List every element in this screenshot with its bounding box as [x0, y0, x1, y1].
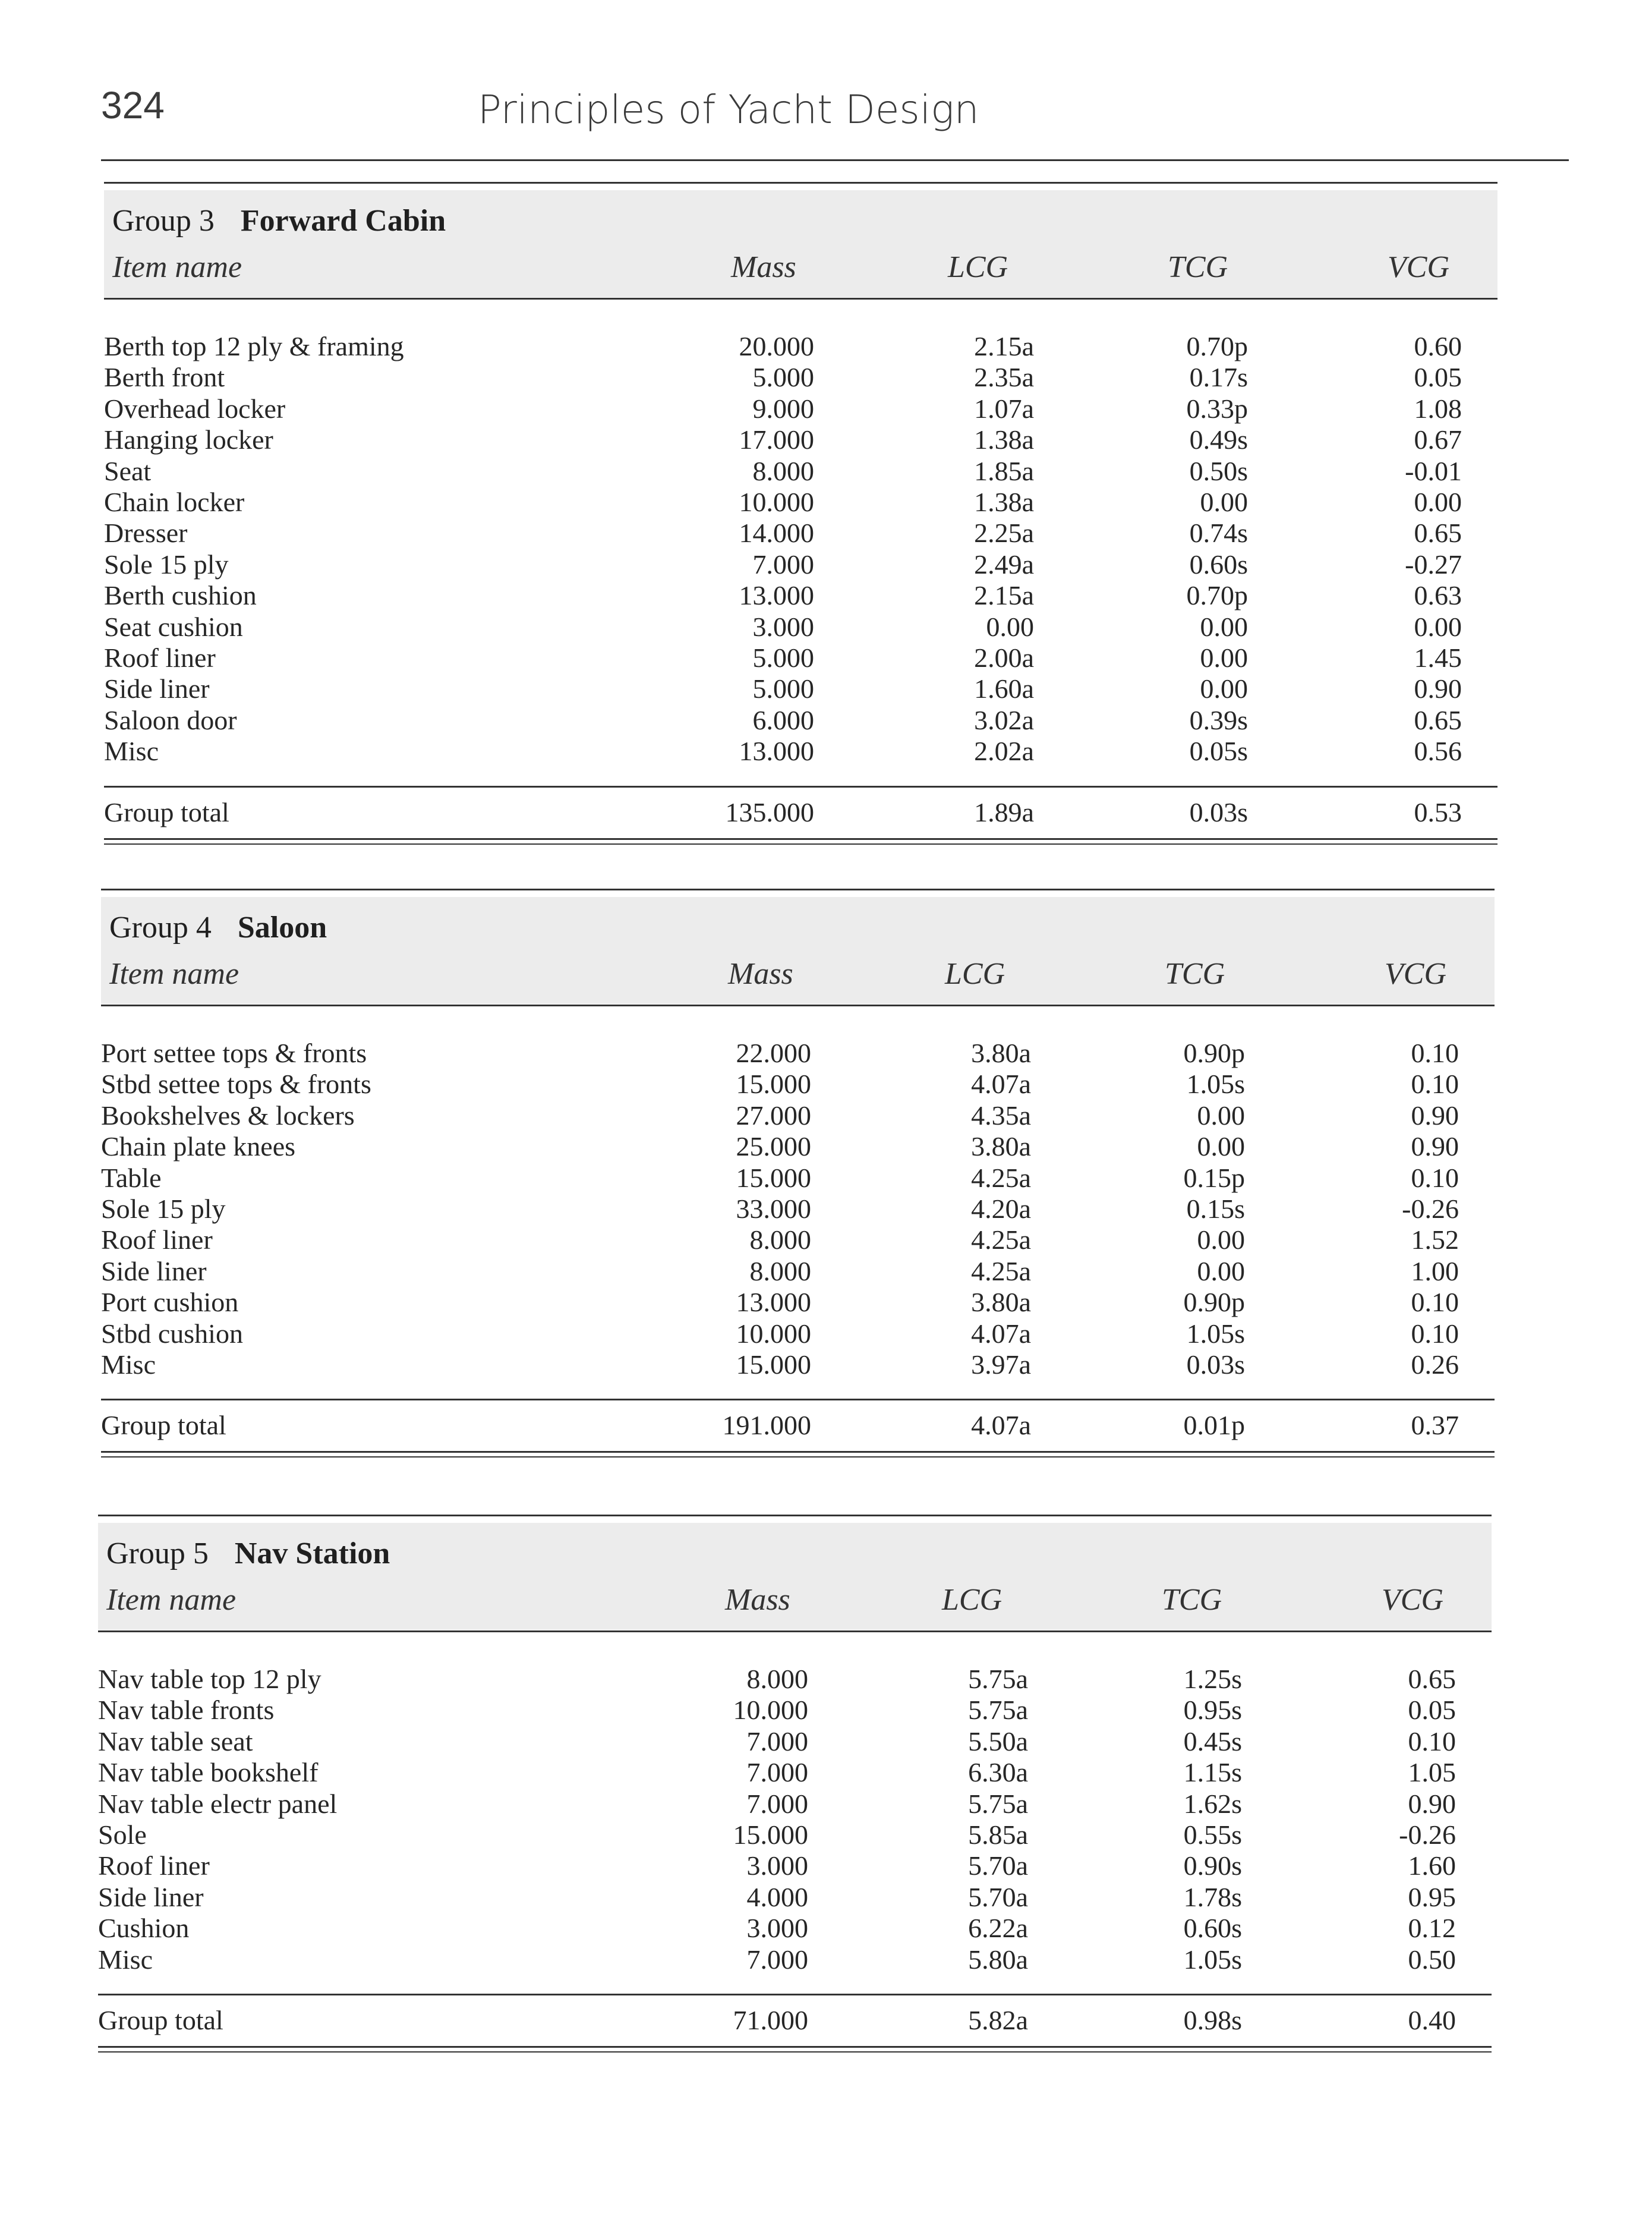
item-mass: 27.000	[736, 1100, 811, 1131]
total-vcg: 0.53	[1414, 797, 1462, 827]
item-tcg: 0.90p	[1183, 1038, 1245, 1068]
item-lcg: 0.00	[986, 611, 1034, 642]
item-name: Chain locker	[104, 487, 245, 517]
item-tcg: 0.00	[1200, 611, 1248, 642]
table-row	[101, 1286, 1495, 1317]
item-name: Stbd settee tops & fronts	[101, 1069, 371, 1100]
group-total-row	[98, 2004, 1492, 2035]
total-rule	[98, 1994, 1492, 1995]
item-mass: 8.000	[749, 1255, 811, 1286]
item-vcg: 0.63	[1414, 580, 1462, 611]
item-name: Side liner	[98, 1881, 204, 1912]
item-mass: 13.000	[736, 1287, 811, 1318]
item-mass: 3.000	[752, 611, 814, 642]
total-mass: 71.000	[733, 2005, 808, 2035]
item-mass: 13.000	[739, 580, 814, 611]
item-vcg: 0.00	[1414, 611, 1462, 642]
column-header-mass: Mass	[725, 1583, 790, 1617]
item-name: Side liner	[104, 673, 210, 704]
column-header-mass: Mass	[728, 957, 793, 991]
table-row	[98, 1788, 1492, 1819]
group-top-rule	[101, 889, 1495, 890]
item-name: Chain plate knees	[101, 1131, 296, 1162]
group-name: Nav Station	[234, 1537, 390, 1570]
item-lcg: 4.25a	[971, 1255, 1031, 1286]
item-mass: 22.000	[736, 1038, 811, 1068]
item-name: Roof liner	[101, 1224, 213, 1255]
item-vcg: 1.45	[1414, 643, 1462, 673]
table-row	[98, 1756, 1492, 1787]
table-row	[104, 580, 1497, 610]
total-lcg: 1.89a	[974, 797, 1034, 827]
group-top-rule	[104, 182, 1497, 184]
item-mass: 15.000	[736, 1069, 811, 1100]
total-lcg: 4.07a	[971, 1410, 1031, 1441]
header-rule	[98, 1630, 1492, 1632]
group-table-4	[101, 889, 1495, 1475]
item-vcg: 1.00	[1411, 1255, 1459, 1286]
table-row	[98, 1881, 1492, 1912]
table-row	[104, 642, 1497, 673]
header-rule	[101, 159, 1569, 161]
table-row	[101, 1162, 1495, 1193]
item-name: Roof liner	[98, 1850, 210, 1881]
table-row	[104, 673, 1497, 704]
group-number: Group 5	[106, 1537, 209, 1570]
column-header-tcg: TCG	[1168, 250, 1228, 284]
item-tcg: 0.00	[1200, 487, 1248, 517]
item-name: Nav table seat	[98, 1726, 253, 1756]
table-row	[98, 1819, 1492, 1850]
item-lcg: 3.80a	[971, 1131, 1031, 1162]
item-tcg: 0.15s	[1186, 1194, 1245, 1224]
item-lcg: 5.80a	[968, 1944, 1028, 1975]
item-lcg: 5.75a	[968, 1664, 1028, 1694]
item-lcg: 1.38a	[974, 487, 1034, 517]
item-tcg: 0.05s	[1189, 736, 1248, 767]
item-vcg: 0.67	[1414, 424, 1462, 455]
group-table-3	[104, 182, 1497, 862]
item-lcg: 1.38a	[974, 424, 1034, 455]
item-name: Nav table electr panel	[98, 1788, 338, 1819]
item-lcg: 5.85a	[968, 1820, 1028, 1850]
item-tcg: 0.49s	[1189, 424, 1248, 455]
table-row	[101, 1131, 1495, 1161]
total-tcg: 0.03s	[1189, 797, 1248, 827]
item-tcg: 0.70p	[1186, 580, 1248, 611]
item-tcg: 0.70p	[1186, 331, 1248, 361]
item-name: Dresser	[104, 518, 188, 549]
total-rule	[101, 1399, 1495, 1400]
item-lcg: 5.75a	[968, 1788, 1028, 1819]
table-row	[101, 1100, 1495, 1131]
total-rule	[104, 786, 1497, 788]
item-vcg: 0.90	[1411, 1131, 1459, 1162]
item-vcg: -0.26	[1399, 1820, 1456, 1850]
item-vcg: 0.26	[1411, 1349, 1459, 1380]
item-name: Sole 15 ply	[104, 549, 229, 580]
group-number: Group 4	[109, 911, 212, 945]
table-row	[104, 517, 1497, 548]
group-title	[106, 1536, 390, 1571]
item-lcg: 2.02a	[974, 736, 1034, 767]
group-title	[112, 203, 446, 238]
item-mass: 6.000	[752, 704, 814, 735]
item-lcg: 3.97a	[971, 1349, 1031, 1380]
item-tcg: 0.90p	[1183, 1287, 1245, 1318]
table-row	[98, 1663, 1492, 1694]
item-tcg: 0.00	[1197, 1131, 1245, 1162]
item-name: Table	[101, 1162, 162, 1193]
item-name: Port cushion	[101, 1287, 239, 1318]
item-name: Misc	[104, 736, 159, 767]
item-name: Roof liner	[104, 643, 216, 673]
item-tcg: 1.05s	[1183, 1944, 1242, 1975]
total-label: Group total	[98, 2005, 223, 2035]
group-total-row	[104, 797, 1497, 827]
item-vcg: 0.56	[1414, 736, 1462, 767]
table-row	[98, 1944, 1492, 1975]
item-lcg: 2.49a	[974, 549, 1034, 580]
item-name: Misc	[101, 1349, 156, 1380]
item-tcg: 0.00	[1197, 1100, 1245, 1131]
item-mass: 5.000	[752, 362, 814, 393]
item-mass: 15.000	[733, 1820, 808, 1850]
item-lcg: 1.85a	[974, 455, 1034, 486]
item-vcg: 0.60	[1414, 331, 1462, 361]
item-name: Misc	[98, 1944, 153, 1975]
item-name: Side liner	[101, 1255, 207, 1286]
group-header	[101, 897, 1495, 1004]
item-name: Berth cushion	[104, 580, 257, 611]
item-lcg: 4.07a	[971, 1318, 1031, 1349]
item-lcg: 5.70a	[968, 1850, 1028, 1881]
item-tcg: 0.39s	[1189, 704, 1248, 735]
item-mass: 10.000	[739, 487, 814, 517]
table-row	[101, 1318, 1495, 1349]
item-tcg: 0.60s	[1189, 549, 1248, 580]
item-lcg: 2.15a	[974, 580, 1034, 611]
item-tcg: 0.90s	[1183, 1850, 1242, 1881]
table-row	[104, 424, 1497, 455]
item-name: Sole	[98, 1820, 147, 1850]
column-header-lcg: LCG	[942, 1583, 1002, 1617]
item-tcg: 1.62s	[1183, 1788, 1242, 1819]
total-lcg: 5.82a	[968, 2005, 1028, 2035]
table-row	[101, 1349, 1495, 1380]
item-lcg: 6.30a	[968, 1757, 1028, 1788]
column-header-vcg: VCG	[1388, 250, 1449, 284]
item-tcg: 1.05s	[1186, 1318, 1245, 1349]
item-vcg: 0.10	[1408, 1726, 1456, 1756]
page-header	[0, 0, 1652, 178]
table-row	[104, 330, 1497, 361]
item-lcg: 3.80a	[971, 1038, 1031, 1068]
item-vcg: 0.65	[1414, 704, 1462, 735]
item-name: Nav table fronts	[98, 1695, 275, 1726]
item-tcg: 1.25s	[1183, 1664, 1242, 1694]
item-vcg: 1.60	[1408, 1850, 1456, 1881]
total-vcg: 0.40	[1408, 2005, 1456, 2035]
item-lcg: 5.75a	[968, 1695, 1028, 1726]
item-vcg: 1.52	[1411, 1224, 1459, 1255]
table-row	[98, 1912, 1492, 1943]
table-row	[104, 611, 1497, 642]
item-lcg: 4.25a	[971, 1224, 1031, 1255]
item-lcg: 1.60a	[974, 673, 1034, 704]
column-header-vcg: VCG	[1382, 1583, 1443, 1617]
item-tcg: 0.33p	[1186, 393, 1248, 424]
column-header-mass: Mass	[731, 250, 796, 284]
item-vcg: 0.10	[1411, 1069, 1459, 1100]
table-row	[101, 1037, 1495, 1068]
item-name: Nav table bookshelf	[98, 1757, 319, 1788]
table-row	[98, 1694, 1492, 1725]
item-mass: 5.000	[752, 643, 814, 673]
item-vcg: 0.10	[1411, 1287, 1459, 1318]
page-number: 324	[101, 84, 165, 127]
item-name: Overhead locker	[104, 393, 286, 424]
item-mass: 7.000	[746, 1788, 808, 1819]
total-double-rule	[101, 1451, 1495, 1458]
table-row	[104, 704, 1497, 735]
item-name: Berth top 12 ply & framing	[104, 331, 404, 361]
item-mass: 9.000	[752, 393, 814, 424]
item-tcg: 0.03s	[1186, 1349, 1245, 1380]
total-double-rule	[104, 838, 1497, 845]
item-tcg: 0.00	[1200, 643, 1248, 673]
column-header-lcg: LCG	[948, 250, 1008, 284]
item-lcg: 2.15a	[974, 331, 1034, 361]
item-tcg: 0.55s	[1183, 1820, 1242, 1850]
item-lcg: 2.00a	[974, 643, 1034, 673]
item-mass: 7.000	[752, 549, 814, 580]
table-row	[104, 549, 1497, 580]
item-vcg: 0.10	[1411, 1038, 1459, 1068]
total-label: Group total	[104, 797, 229, 827]
total-mass: 191.000	[722, 1410, 811, 1441]
header-rule	[104, 298, 1497, 300]
item-vcg: 0.90	[1411, 1100, 1459, 1131]
group-table-5	[98, 1515, 1492, 2070]
total-double-rule	[98, 2046, 1492, 2053]
item-name: Seat cushion	[104, 611, 243, 642]
header-rule	[101, 1005, 1495, 1006]
item-tcg: 1.15s	[1183, 1757, 1242, 1788]
group-top-rule	[98, 1515, 1492, 1516]
item-lcg: 6.22a	[968, 1913, 1028, 1944]
item-lcg: 2.25a	[974, 518, 1034, 549]
item-vcg: 0.12	[1408, 1913, 1456, 1944]
item-tcg: 0.95s	[1183, 1695, 1242, 1726]
item-mass: 17.000	[739, 424, 814, 455]
table-row	[101, 1255, 1495, 1286]
item-lcg: 2.35a	[974, 362, 1034, 393]
item-vcg: 1.05	[1408, 1757, 1456, 1788]
item-vcg: -0.26	[1402, 1194, 1459, 1224]
item-vcg: 0.90	[1414, 673, 1462, 704]
item-tcg: 1.05s	[1186, 1069, 1245, 1100]
item-lcg: 3.80a	[971, 1287, 1031, 1318]
item-name: Saloon door	[104, 704, 237, 735]
table-row	[104, 361, 1497, 392]
table-row	[104, 486, 1497, 517]
group-number: Group 3	[112, 204, 215, 238]
item-name: Cushion	[98, 1913, 190, 1944]
total-mass: 135.000	[725, 797, 814, 827]
total-tcg: 0.98s	[1183, 2005, 1242, 2035]
table-row	[101, 1193, 1495, 1224]
column-header-lcg: LCG	[945, 957, 1005, 991]
column-header-tcg: TCG	[1162, 1583, 1222, 1617]
item-mass: 3.000	[746, 1850, 808, 1881]
item-tcg: 0.15p	[1183, 1162, 1245, 1193]
item-mass: 10.000	[733, 1695, 808, 1726]
item-mass: 7.000	[746, 1757, 808, 1788]
item-mass: 3.000	[746, 1913, 808, 1944]
item-name: Sole 15 ply	[101, 1194, 226, 1224]
item-mass: 7.000	[746, 1726, 808, 1756]
item-mass: 8.000	[746, 1664, 808, 1694]
group-title	[109, 910, 327, 945]
item-mass: 25.000	[736, 1131, 811, 1162]
item-tcg: 0.74s	[1189, 518, 1248, 549]
item-tcg: 0.00	[1197, 1224, 1245, 1255]
item-tcg: 0.00	[1200, 673, 1248, 704]
column-header-tcg: TCG	[1165, 957, 1225, 991]
item-mass: 14.000	[739, 518, 814, 549]
table-row	[104, 393, 1497, 424]
item-vcg: 0.00	[1414, 487, 1462, 517]
group-name: Saloon	[237, 911, 327, 945]
item-name: Bookshelves & lockers	[101, 1100, 355, 1131]
item-name: Stbd cushion	[101, 1318, 243, 1349]
column-header-vcg: VCG	[1385, 957, 1446, 991]
total-label: Group total	[101, 1410, 226, 1441]
item-name: Port settee tops & fronts	[101, 1038, 367, 1068]
item-mass: 8.000	[749, 1224, 811, 1255]
item-mass: 15.000	[736, 1162, 811, 1193]
item-vcg: -0.01	[1405, 455, 1462, 486]
item-name: Seat	[104, 455, 152, 486]
column-header-item: Item name	[112, 250, 242, 284]
item-vcg: 0.05	[1408, 1695, 1456, 1726]
item-vcg: 0.10	[1411, 1318, 1459, 1349]
item-vcg: 0.90	[1408, 1788, 1456, 1819]
column-header-item: Item name	[109, 957, 239, 991]
item-name: Nav table top 12 ply	[98, 1664, 321, 1694]
item-vcg: 0.65	[1408, 1664, 1456, 1694]
book-title: Principles of Yacht Design	[478, 87, 979, 133]
item-vcg: 0.10	[1411, 1162, 1459, 1193]
item-tcg: 0.00	[1197, 1255, 1245, 1286]
item-lcg: 4.35a	[971, 1100, 1031, 1131]
group-name: Forward Cabin	[240, 204, 446, 238]
item-name: Hanging locker	[104, 424, 273, 455]
item-mass: 33.000	[736, 1194, 811, 1224]
item-name: Berth front	[104, 362, 225, 393]
item-tcg: 0.45s	[1183, 1726, 1242, 1756]
total-vcg: 0.37	[1411, 1410, 1459, 1441]
total-tcg: 0.01p	[1183, 1410, 1245, 1441]
item-vcg: -0.27	[1405, 549, 1462, 580]
item-mass: 20.000	[739, 331, 814, 361]
item-vcg: 0.65	[1414, 518, 1462, 549]
column-header-item: Item name	[106, 1583, 237, 1617]
table-row	[98, 1726, 1492, 1756]
item-lcg: 5.70a	[968, 1881, 1028, 1912]
item-vcg: 0.05	[1414, 362, 1462, 393]
item-lcg: 4.07a	[971, 1069, 1031, 1100]
item-mass: 4.000	[746, 1881, 808, 1912]
group-header	[104, 190, 1497, 297]
item-mass: 5.000	[752, 673, 814, 704]
item-vcg: 0.95	[1408, 1881, 1456, 1912]
item-tcg: 0.50s	[1189, 455, 1248, 486]
item-vcg: 0.50	[1408, 1944, 1456, 1975]
table-row	[98, 1850, 1492, 1881]
table-row	[101, 1224, 1495, 1255]
group-total-row	[101, 1409, 1495, 1440]
group-header	[98, 1523, 1492, 1630]
item-mass: 7.000	[746, 1944, 808, 1975]
item-mass: 13.000	[739, 736, 814, 767]
item-lcg: 4.20a	[971, 1194, 1031, 1224]
item-tcg: 1.78s	[1183, 1881, 1242, 1912]
item-mass: 15.000	[736, 1349, 811, 1380]
item-lcg: 3.02a	[974, 704, 1034, 735]
table-row	[104, 455, 1497, 486]
table-row	[101, 1068, 1495, 1099]
item-mass: 8.000	[752, 455, 814, 486]
item-mass: 10.000	[736, 1318, 811, 1349]
item-lcg: 5.50a	[968, 1726, 1028, 1756]
item-lcg: 1.07a	[974, 393, 1034, 424]
table-row	[104, 735, 1497, 766]
item-tcg: 0.60s	[1183, 1913, 1242, 1944]
item-vcg: 1.08	[1414, 393, 1462, 424]
item-lcg: 4.25a	[971, 1162, 1031, 1193]
item-tcg: 0.17s	[1189, 362, 1248, 393]
